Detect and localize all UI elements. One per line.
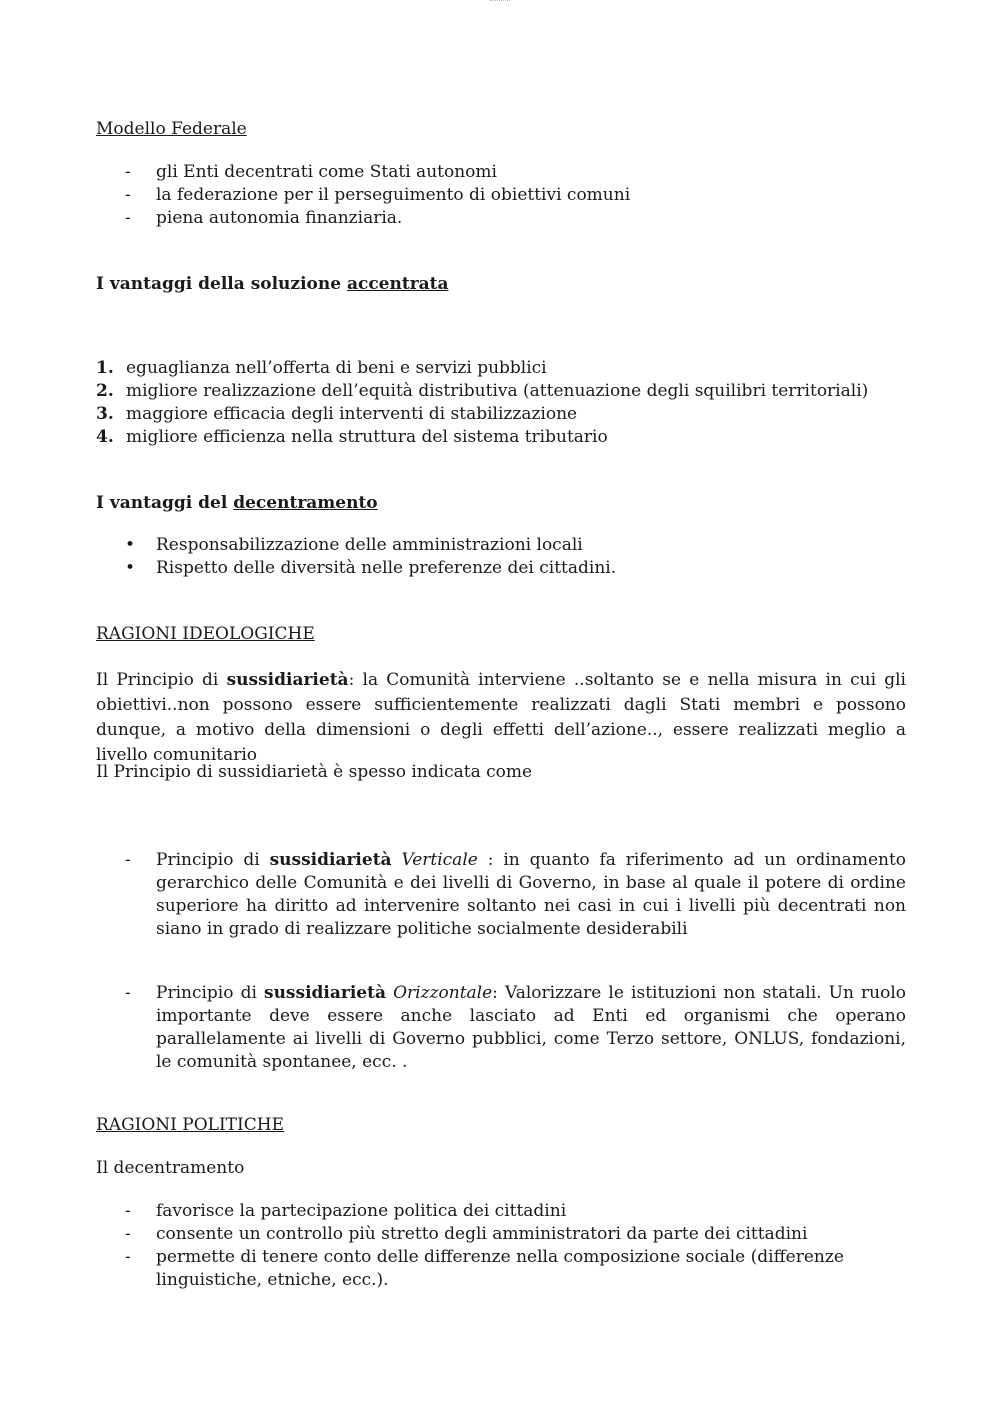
list-item <box>96 982 906 1074</box>
heading-ragioni-politiche: RAGIONI POLITICHE <box>96 1115 284 1135</box>
list-item <box>96 403 906 426</box>
list-item <box>96 557 906 580</box>
paragraph-decentramento-intro: Il decentramento <box>96 1158 245 1178</box>
list-item <box>96 207 906 230</box>
list-item-text: Rispetto delle diversità nelle preferenze dei cittadini. <box>156 558 617 578</box>
dash-marker: - <box>125 185 131 205</box>
list-item <box>96 161 906 184</box>
heading-vantaggi-decentramento <box>96 492 906 515</box>
list-item <box>96 849 906 941</box>
list-item <box>96 357 906 380</box>
list-item-text: gli Enti decentrati come Stati autonomi <box>156 162 497 182</box>
list-item <box>96 1246 906 1292</box>
text-run: : la Comunità interviene ..soltanto se e nella misura in cui gli obiettivi..non possono essere sufficientemente realizzati dagli Stati membri e possono dunque, a motivo della dimensioni o degli effetti dell’azione.., essere realizzati meglio a livello comunitario <box>96 670 906 765</box>
text-italic: Orizzontale <box>393 983 493 1003</box>
list-decentramento <box>96 534 906 580</box>
item-number: 3. <box>96 404 114 424</box>
heading-modello-federale: Modello Federale <box>96 119 247 139</box>
item-number: 4. <box>96 427 114 447</box>
heading-underlined: decentramento <box>233 493 378 513</box>
list-item-text: consente un controllo più stretto degli amministratori da parte dei cittadini <box>156 1224 808 1244</box>
text-run: Principio di <box>156 983 264 1003</box>
text-run: Principio di <box>156 850 270 870</box>
list-item <box>96 534 906 557</box>
list-orizzontale <box>96 982 906 1074</box>
text-bold: sussidiarietà <box>264 983 386 1003</box>
text-bold: sussidiarietà <box>269 850 392 870</box>
list-item-text: piena autonomia finanziaria. <box>156 208 403 228</box>
text-italic: Verticale <box>401 850 478 870</box>
dash-marker: - <box>125 1224 131 1244</box>
text-run: Il Principio di <box>96 670 227 690</box>
list-item <box>96 184 906 207</box>
list-accentrata <box>96 357 906 449</box>
dash-marker: - <box>125 983 131 1003</box>
heading-prefix: I vantaggi della soluzione <box>96 274 347 294</box>
heading-prefix: I vantaggi del <box>96 493 234 513</box>
text-run: : Valorizzare le istituzioni non statali. Un ruolo importante deve essere anche lasciato ad Enti ed organismi che operano parallelamente ai livelli di Governo pubblici, come Terzo settore, ONLUS, fondazioni, le comunità spontanee, ecc. . <box>156 983 906 1072</box>
dash-marker: - <box>125 1247 131 1267</box>
item-number: 2. <box>96 381 114 401</box>
paragraph-sussidiarieta <box>96 668 906 768</box>
list-item <box>96 1223 906 1246</box>
list-federale <box>96 161 906 230</box>
list-item <box>96 380 906 403</box>
heading-underlined: accentrata <box>346 274 449 294</box>
dash-marker: - <box>125 208 131 228</box>
list-item <box>96 1200 906 1223</box>
list-item-text: eguaglianza nell’offerta di beni e servizi pubblici <box>126 358 547 378</box>
list-item-text: la federazione per il perseguimento di obiettivi comuni <box>156 185 631 205</box>
text-bold: sussidiarietà <box>226 670 349 690</box>
list-verticale <box>96 849 906 941</box>
bullet-marker: • <box>125 558 136 578</box>
bullet-marker: • <box>125 535 136 555</box>
list-item-text: Responsabilizzazione delle amministrazioni locali <box>156 535 583 555</box>
dash-marker: - <box>125 1201 131 1221</box>
paragraph-indicata-come: Il Principio di sussidiarietà è spesso indicata come <box>96 762 533 782</box>
list-item-text: migliore efficienza nella struttura del sistema tributario <box>126 427 608 447</box>
list-item-text: favorisce la partecipazione politica dei cittadini <box>156 1201 567 1221</box>
dash-marker: - <box>125 850 131 870</box>
list-item-text: permette di tenere conto delle differenze nella composizione sociale (differenze linguistiche, etniche, ecc.). <box>156 1247 844 1290</box>
list-item-text: maggiore efficacia degli interventi di stabilizzazione <box>126 404 578 424</box>
list-item <box>96 426 906 449</box>
list-item-text: migliore realizzazione dell’equità distributiva (attenuazione degli squilibri territoriali) <box>126 381 869 401</box>
text-run: : in quanto fa riferimento ad un ordinamento gerarchico delle Comunità e dei livelli di Governo, in base al quale il potere di ordine superiore ha diritto ad intervenire soltanto nei casi in cui i livelli più decentrati non siano in grado di realizzare politiche socialmente desiderabili <box>156 850 907 939</box>
heading-vantaggi-accentrata <box>96 273 906 296</box>
item-number: 1. <box>96 358 114 378</box>
list-politiche <box>96 1200 906 1292</box>
heading-ragioni-ideologiche: RAGIONI IDEOLOGICHE <box>96 624 315 644</box>
header-mark <box>490 0 510 4</box>
dash-marker: - <box>125 162 131 182</box>
